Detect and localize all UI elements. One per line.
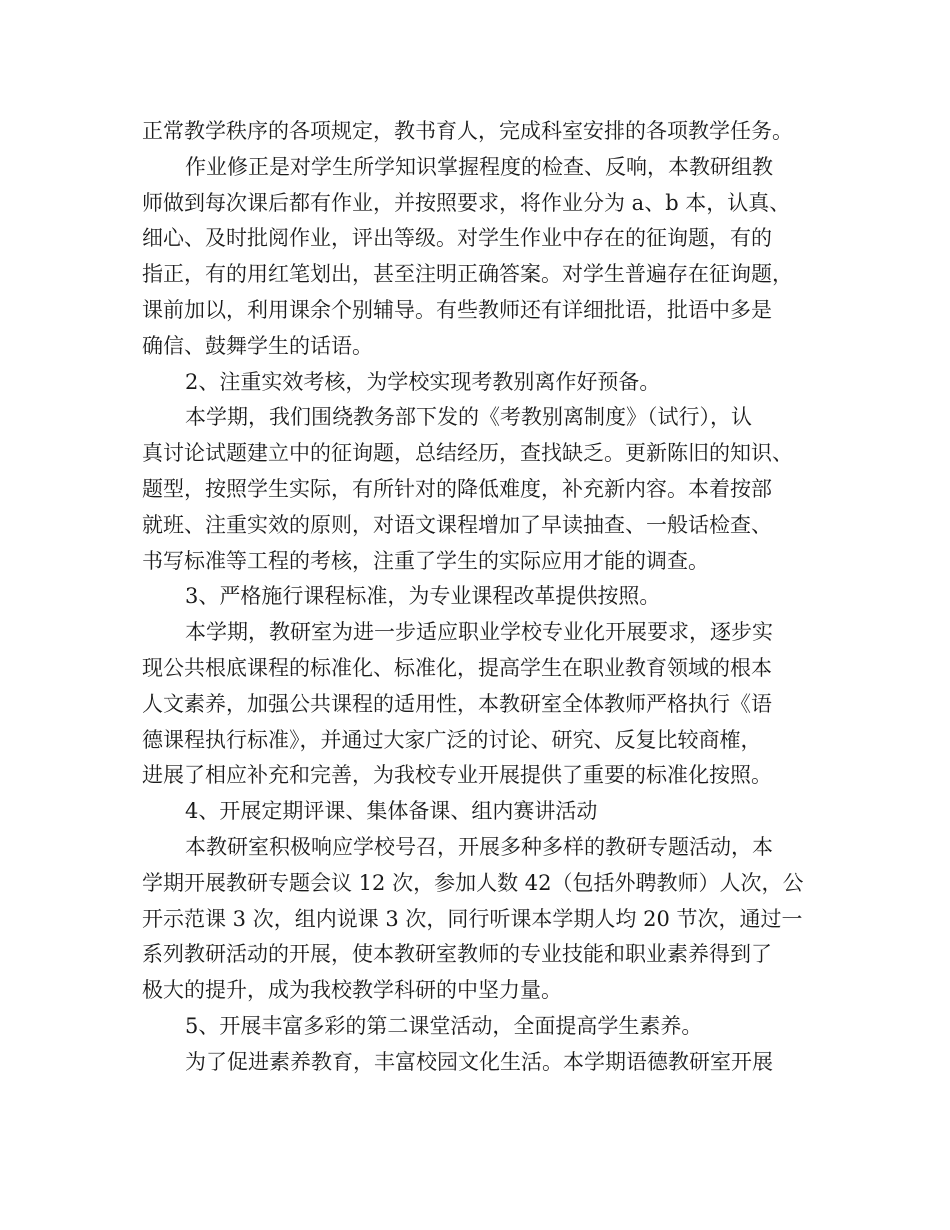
text-line: 真讨论试题建立中的征询题，总结经历，查找缺乏。更新陈旧的知识、	[142, 441, 793, 466]
text-line: 现公共根底课程的标准化、标准化，提高学生在职业教育领域的根本	[142, 655, 772, 680]
text-line: 4、开展定期评课、集体备课、组内赛讲活动	[185, 799, 598, 824]
text-line: 系列教研活动的开展，使本教研室教师的专业技能和职业素养得到了	[142, 942, 772, 967]
text-line: 作业修正是对学生所学知识掌握程度的检查、反响，本教研组教	[185, 154, 773, 179]
text-line: 极大的提升，成为我校教学科研的中坚力量。	[142, 978, 562, 1003]
text-line: 正常教学秩序的各项规定，教书育人，完成科室安排的各项教学任务。	[142, 119, 793, 143]
text-line: 题型，按照学生实际，有所针对的降低难度，补充新内容。本着按部	[142, 476, 772, 501]
text-line: 人文素养，加强公共课程的适用性，本教研室全体教师严格执行《语	[142, 691, 772, 716]
text-line: 进展了相应补充和完善，为我校专业开展提供了重要的标准化按照。	[142, 763, 772, 788]
text-line: 德课程执行标准》，并通过大家广泛的讨论、研究、反复比较商榷，	[142, 727, 762, 752]
text-line: 本学期，教研室为进一步适应职业学校专业化开展要求，逐步实	[185, 620, 773, 645]
text-line: 开示范课 3 次，组内说课 3 次，同行听课本学期人均 20 节次，通过一	[142, 906, 803, 931]
text-line: 5、开展丰富多彩的第二课堂活动，全面提高学生素养。	[185, 1013, 703, 1038]
text-line: 3、严格施行课程标准，为专业课程改革提供按照。	[185, 584, 661, 609]
text-line: 为了促进素养教育，丰富校园文化生活。本学期语德教研室开展	[185, 1049, 773, 1074]
text-line: 确信、鼓舞学生的话语。	[142, 333, 373, 358]
text-line: 细心、及时批阅作业，评出等级。对学生作业中存在的征询题，有的	[142, 226, 772, 251]
text-line: 指正，有的用红笔划出，甚至注明正确答案。对学生普遍存在征询题，	[142, 262, 793, 287]
text-line: 本学期，我们围绕教务部下发的《考教别离制度》（试行），认	[185, 405, 752, 430]
text-line: 书写标准等工程的考核，注重了学生的实际应用才能的调查。	[142, 548, 709, 573]
text-line: 学期开展教研专题会议 12 次，参加人数 42（包括外聘教师）人次，公	[142, 870, 804, 895]
text-line: 2、注重实效考核，为学校实现考教别离作好预备。	[185, 369, 661, 394]
document-body	[142, 114, 814, 1081]
text-line: 就班、注重实效的原则，对语文课程增加了早读抽查、一般话检查、	[142, 512, 772, 537]
text-line: 本教研室积极响应学校号召，开展多种多样的教研专题活动，本	[185, 834, 773, 859]
text-line: 课前加以，利用课余个别辅导。有些教师还有详细批语，批语中多是	[142, 297, 772, 322]
text-line: 师做到每次课后都有作业，并按照要求，将作业分为 a、b 本，认真、	[142, 190, 791, 215]
